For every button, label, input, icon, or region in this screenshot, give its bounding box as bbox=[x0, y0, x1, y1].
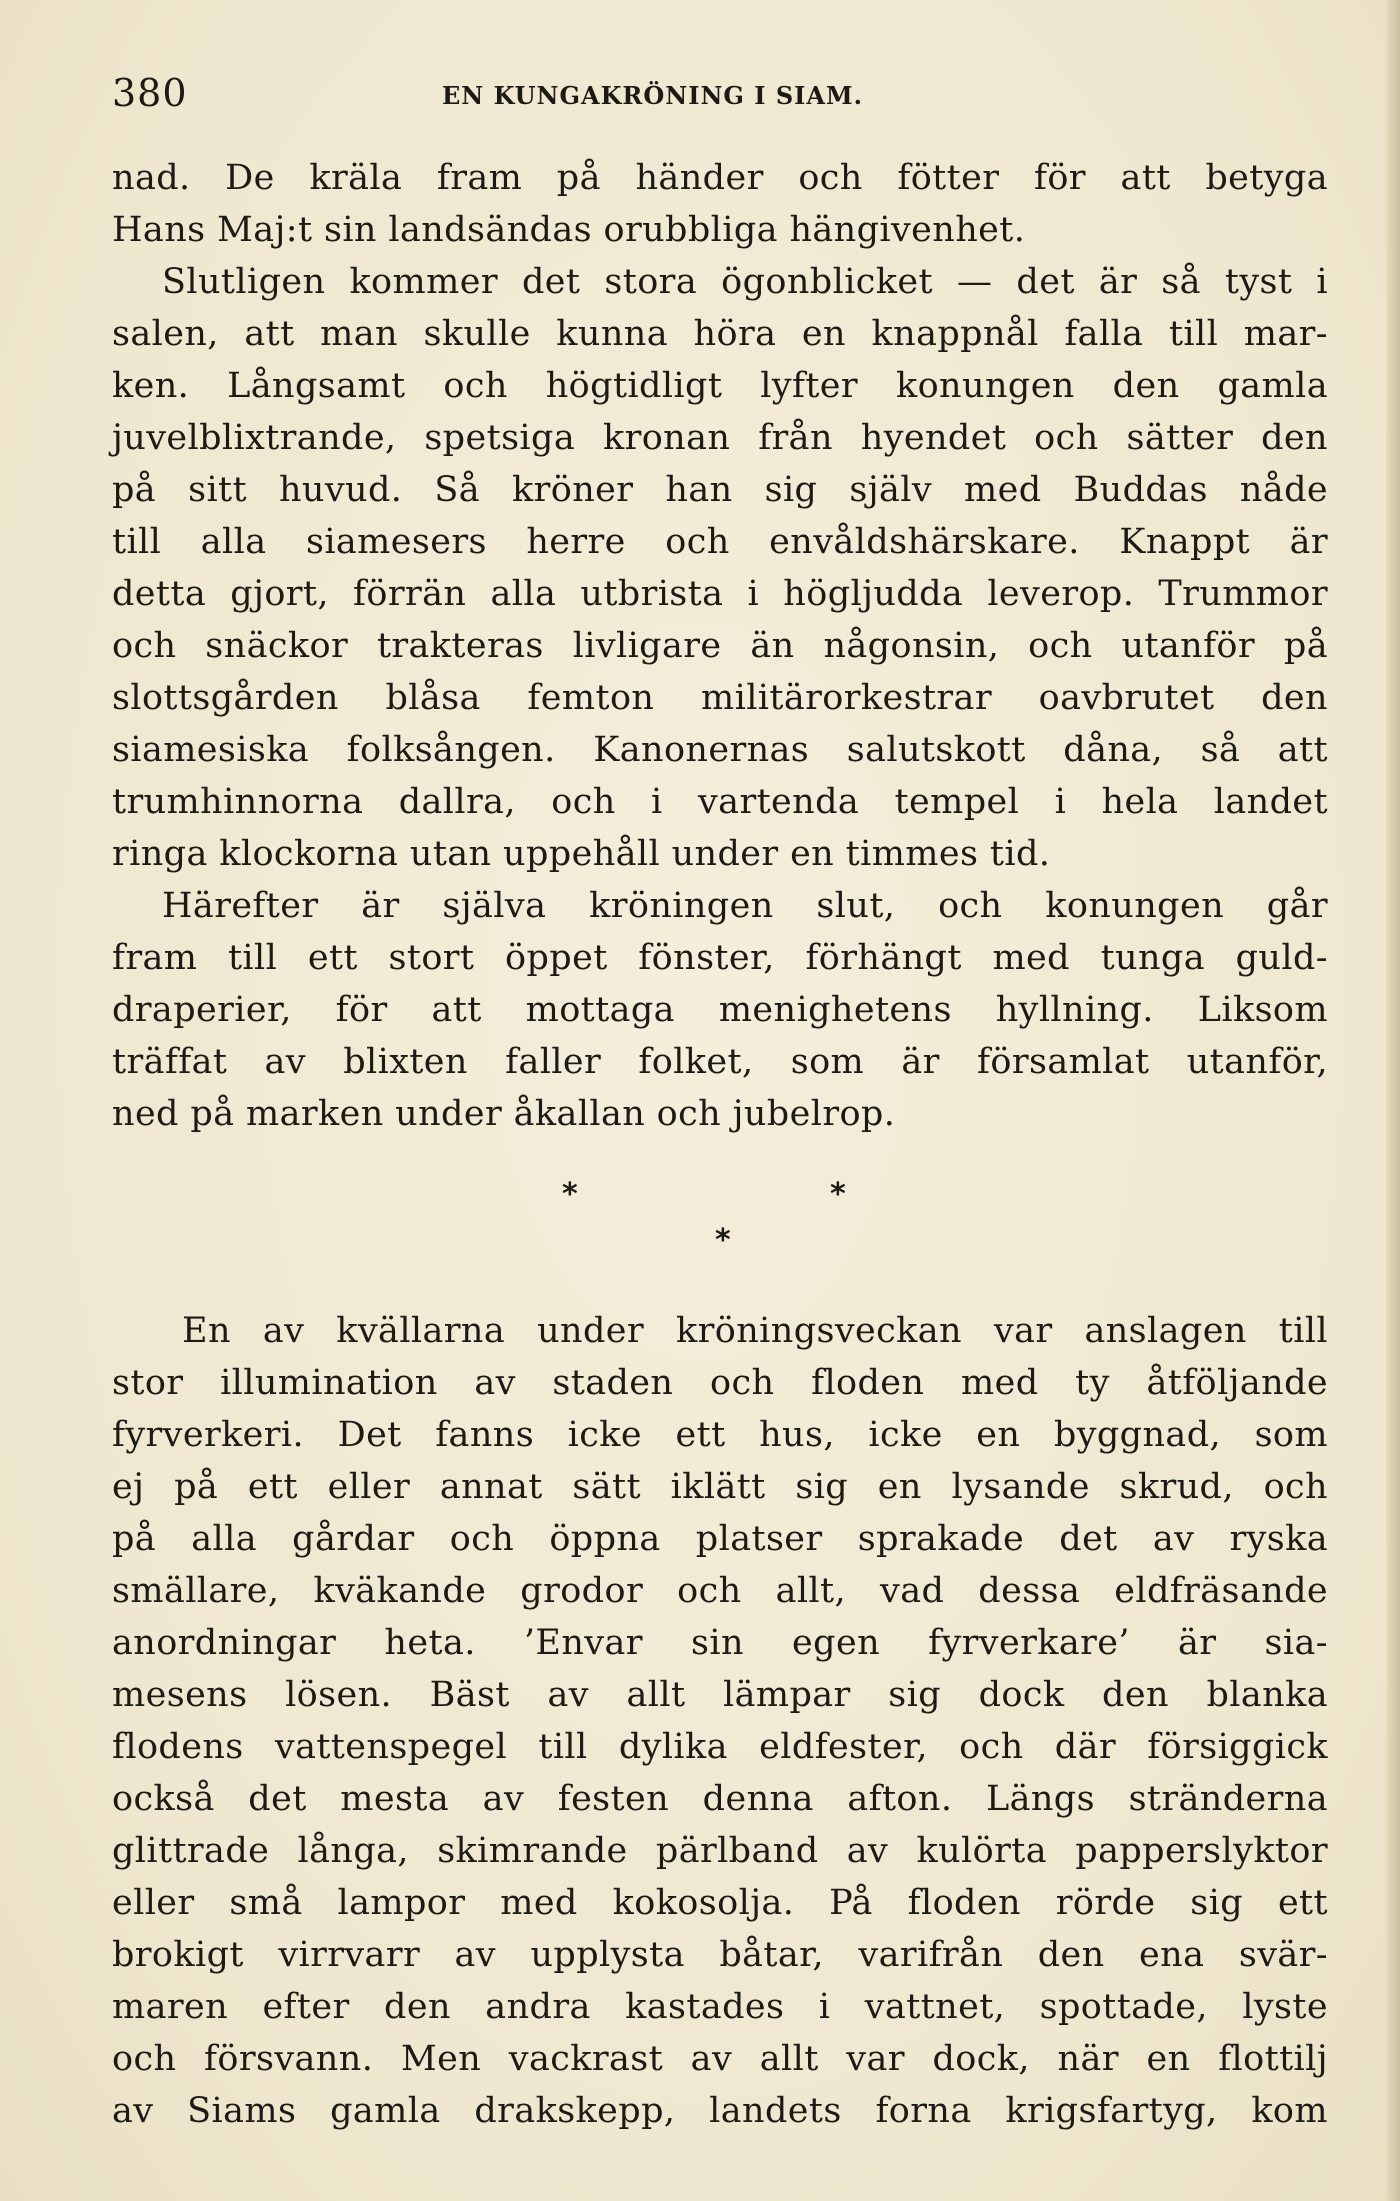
text-line: juvelblixtrande, spetsiga kronan från hyendet och sätter den bbox=[112, 418, 1328, 458]
text-line: trumhinnorna dallra, och i vartenda tempel i hela landet bbox=[112, 782, 1328, 822]
page-number: 380 bbox=[112, 71, 188, 115]
text-line: träffat av blixten faller folket, som är församlat utanför, bbox=[112, 1042, 1328, 1082]
text-line: Härefter är själva kröningen slut, och konungen går bbox=[162, 886, 1328, 926]
text-line: draperier, för att mottaga menighetens hyllning. Liksom bbox=[112, 990, 1328, 1030]
text-line: på alla gårdar och öppna platser sprakade det av ryska bbox=[112, 1519, 1328, 1559]
text-line: ej på ett eller annat sätt iklätt sig en lysande skrud, och bbox=[112, 1467, 1328, 1507]
running-title: EN KUNGAKRÖNING I SIAM. bbox=[442, 81, 863, 110]
text-line: till alla siamesers herre och envåldshärskare. Knappt är bbox=[112, 522, 1328, 562]
text-line: maren efter den andra kastades i vattnet, spottade, lyste bbox=[112, 1987, 1328, 2027]
text-line: siamesiska folksången. Kanonernas salutskott dåna, så att bbox=[112, 730, 1328, 770]
text-line: och snäckor trakteras livligare än någonsin, och utanför på bbox=[112, 626, 1328, 666]
asterisk: * bbox=[830, 1177, 846, 1212]
text-line: Slutligen kommer det stora ögonblicket — det är så tyst i bbox=[162, 262, 1328, 302]
text-line: nad. De kräla fram på händer och fötter för att betyga bbox=[112, 158, 1328, 198]
text-line: smällare, kväkande grodor och allt, vad dessa eldfräsande bbox=[112, 1571, 1328, 1611]
text-line: brokigt virrvarr av upplysta båtar, varifrån den ena svär- bbox=[112, 1935, 1328, 1975]
asterisk: * bbox=[715, 1223, 731, 1258]
asterisk: * bbox=[562, 1177, 578, 1212]
text-line: och försvann. Men vackrast av allt var dock, när en flottilj bbox=[112, 2039, 1328, 2079]
text-line: på sitt huvud. Så kröner han sig själv med Buddas nåde bbox=[112, 470, 1328, 510]
text-line: glittrade långa, skimrande pärlband av kulörta papperslyktor bbox=[112, 1831, 1328, 1871]
text-line: stor illumination av staden och floden med ty åtföljande bbox=[112, 1363, 1328, 1403]
paragraph-block-1 bbox=[112, 152, 1328, 1140]
section-separator bbox=[540, 1168, 860, 1278]
text-line: också det mesta av festen denna afton. Längs stränderna bbox=[112, 1779, 1328, 1819]
text-line: ken. Långsamt och högtidligt lyfter konungen den gamla bbox=[112, 366, 1328, 406]
text-line: fram till ett stort öppet fönster, förhängt med tunga guld- bbox=[112, 938, 1328, 978]
text-line: detta gjort, förrän alla utbrista i högljudda leverop. Trummor bbox=[112, 574, 1328, 614]
page-header bbox=[112, 68, 1332, 118]
text-line: eller små lampor med kokosolja. På floden rörde sig ett bbox=[112, 1883, 1328, 1923]
text-line: flodens vattenspegel till dylika eldfester, och där försiggick bbox=[112, 1727, 1328, 1767]
text-line: salen, att man skulle kunna höra en knappnål falla till mar- bbox=[112, 314, 1328, 354]
page-edge bbox=[1386, 0, 1400, 2201]
paragraph-block-2 bbox=[112, 1305, 1328, 2137]
text-line: av Siams gamla drakskepp, landets forna krigsfartyg, kom bbox=[112, 2091, 1328, 2131]
text-line: ringa klockorna utan uppehåll under en timmes tid. bbox=[112, 834, 1051, 874]
text-line: Hans Maj:t sin landsändas orubbliga hängivenhet. bbox=[112, 210, 1026, 250]
text-line: fyrverkeri. Det fanns icke ett hus, icke en byggnad, som bbox=[112, 1415, 1328, 1455]
text-line: En av kvällarna under kröningsveckan var anslagen till bbox=[182, 1311, 1328, 1351]
text-line: anordningar heta. ’Envar sin egen fyrverkare’ är sia- bbox=[112, 1623, 1328, 1663]
text-line: slottsgården blåsa femton militärorkestrar oavbrutet den bbox=[112, 678, 1328, 718]
text-line: mesens lösen. Bäst av allt lämpar sig dock den blanka bbox=[112, 1675, 1328, 1715]
text-line: ned på marken under åkallan och jubelrop. bbox=[112, 1094, 896, 1134]
